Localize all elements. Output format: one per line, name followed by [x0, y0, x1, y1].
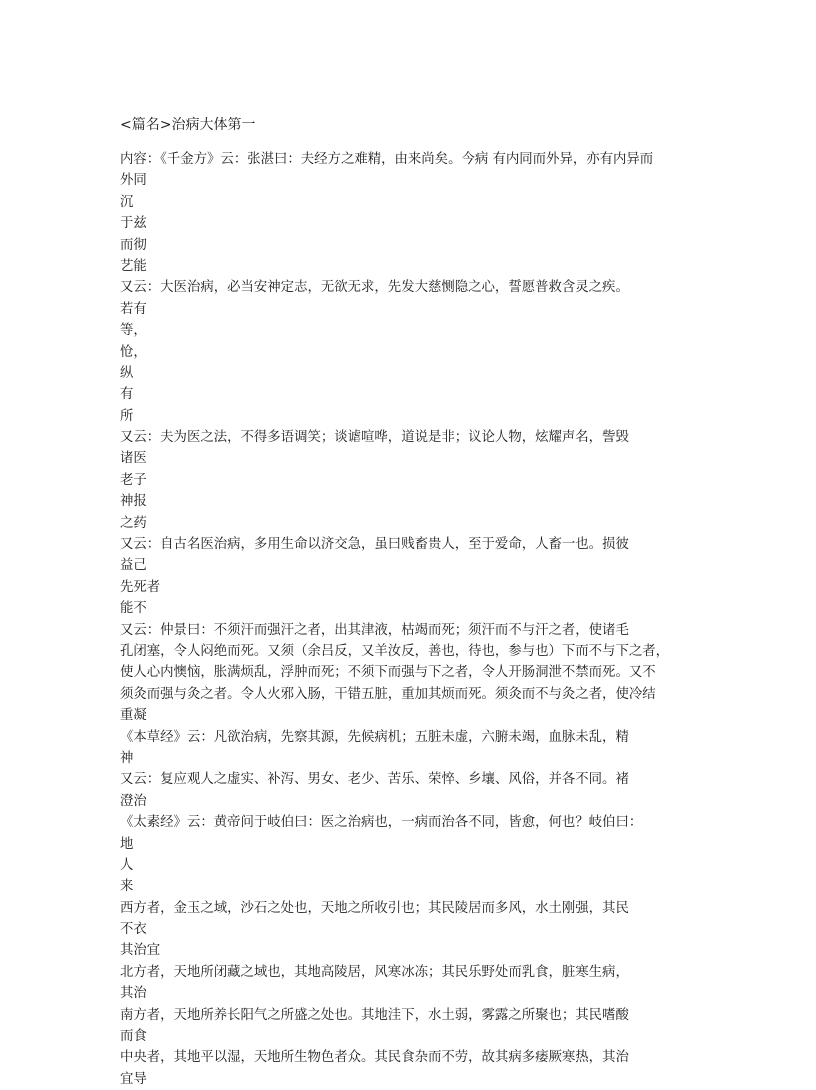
- document-heading: <篇名>治病大体第一: [120, 117, 256, 133]
- text-line: 不衣: [120, 922, 147, 938]
- text-line: 又云：夫为医之法，不得多语调笑；谈谑喧哗，道说是非；议论人物，炫耀声名，訾毁: [120, 430, 629, 446]
- text-line: 中央者，其地平以湿，天地所生物色者众。其民食杂而不劳，故其病多痿厥寒热，其治: [120, 1050, 629, 1066]
- text-line: 能不: [120, 601, 147, 617]
- text-line: 诸医: [120, 451, 147, 467]
- text-line: 之药: [120, 515, 147, 531]
- text-line: 又云：自古名医治病，多用生命以济交急，虽曰贱畜贵人，至于爱命，人畜一也。损彼: [120, 537, 629, 553]
- text-line: 孔闭塞，令人闷绝而死。又须（余吕反，又羊汝反，善也，待也，参与也）下而不与下之者，: [120, 643, 670, 659]
- text-line: 神报: [120, 494, 147, 510]
- text-line: 其治宜: [120, 943, 161, 959]
- text-line: 于兹: [120, 216, 147, 232]
- text-line: 先死者: [120, 579, 161, 595]
- text-line: 南方者，天地所养长阳气之所盛之处也。其地洼下，水土弱，雾露之所聚也；其民嗜酸: [120, 1007, 629, 1023]
- text-line: 而食: [120, 1029, 147, 1045]
- text-line: 沉: [120, 194, 134, 210]
- text-line: 有: [120, 387, 134, 403]
- text-line: 纵: [120, 365, 134, 381]
- text-line: 又云：复应观人之虚实、补泻、男女、老少、苦乐、荣悴、乡壤、风俗，并各不同。褚: [120, 772, 629, 788]
- text-line: 《太素经》云：黄帝问于岐伯曰：医之治病也，一病而治各不同，皆愈，何也？岐伯曰：: [120, 815, 643, 831]
- text-line: 神: [120, 750, 134, 766]
- text-line: 若有: [120, 301, 147, 317]
- text-line: 北方者，天地所闭藏之域也，其地高陵居，风寒冰冻；其民乐野处而乳食，脏寒生病，: [120, 964, 629, 980]
- text-line: 使人心内懊恼，胀满烦乱，浮肿而死；不须下而强与下之者，令人开肠洞泄不禁而死。又不: [120, 665, 656, 681]
- text-line: 宜导: [120, 1071, 147, 1087]
- text-line: 又云：仲景曰：不须汗而强汗之者，出其津液，枯竭而死；须汗而不与汗之者，使诸毛: [120, 622, 629, 638]
- text-line: 来: [120, 879, 134, 895]
- text-line: 《本草经》云：凡欲治病，先察其源，先候病机；五脏未虚，六腑未竭，血脉未乱，精: [120, 729, 629, 745]
- text-line: 人: [120, 857, 134, 873]
- document-body: [120, 149, 700, 1090]
- text-line: 须灸而强与灸之者。令人火邪入肠，干错五脏，重加其烦而死。须灸而不与灸之者，使冷结: [120, 686, 656, 702]
- text-line: 又云：大医治病，必当安神定志，无欲无求，先发大慈恻隐之心，誓愿普救含灵之疾。: [120, 280, 629, 296]
- text-line: 益己: [120, 558, 147, 574]
- text-line: 西方者，金玉之域，沙石之处也，天地之所收引也；其民陵居而多风，水土刚强，其民: [120, 900, 629, 916]
- text-line: 地: [120, 836, 134, 852]
- text-line: 其治: [120, 986, 147, 1002]
- text-line: 内容：《千金方》云：张湛曰：夫经方之难精，由来尚矣。今病 有内同而外异，亦有内异而: [120, 152, 654, 167]
- text-line: 而彻: [120, 237, 147, 253]
- text-line: 所: [120, 408, 134, 424]
- text-line: 艺能: [120, 258, 147, 274]
- text-line: 怆，: [120, 344, 147, 360]
- text-line: 重凝: [120, 708, 147, 724]
- text-line: 澄治: [120, 793, 147, 809]
- text-line: 外同: [120, 173, 147, 189]
- text-line: 等，: [120, 323, 147, 339]
- text-line: 老子: [120, 472, 147, 488]
